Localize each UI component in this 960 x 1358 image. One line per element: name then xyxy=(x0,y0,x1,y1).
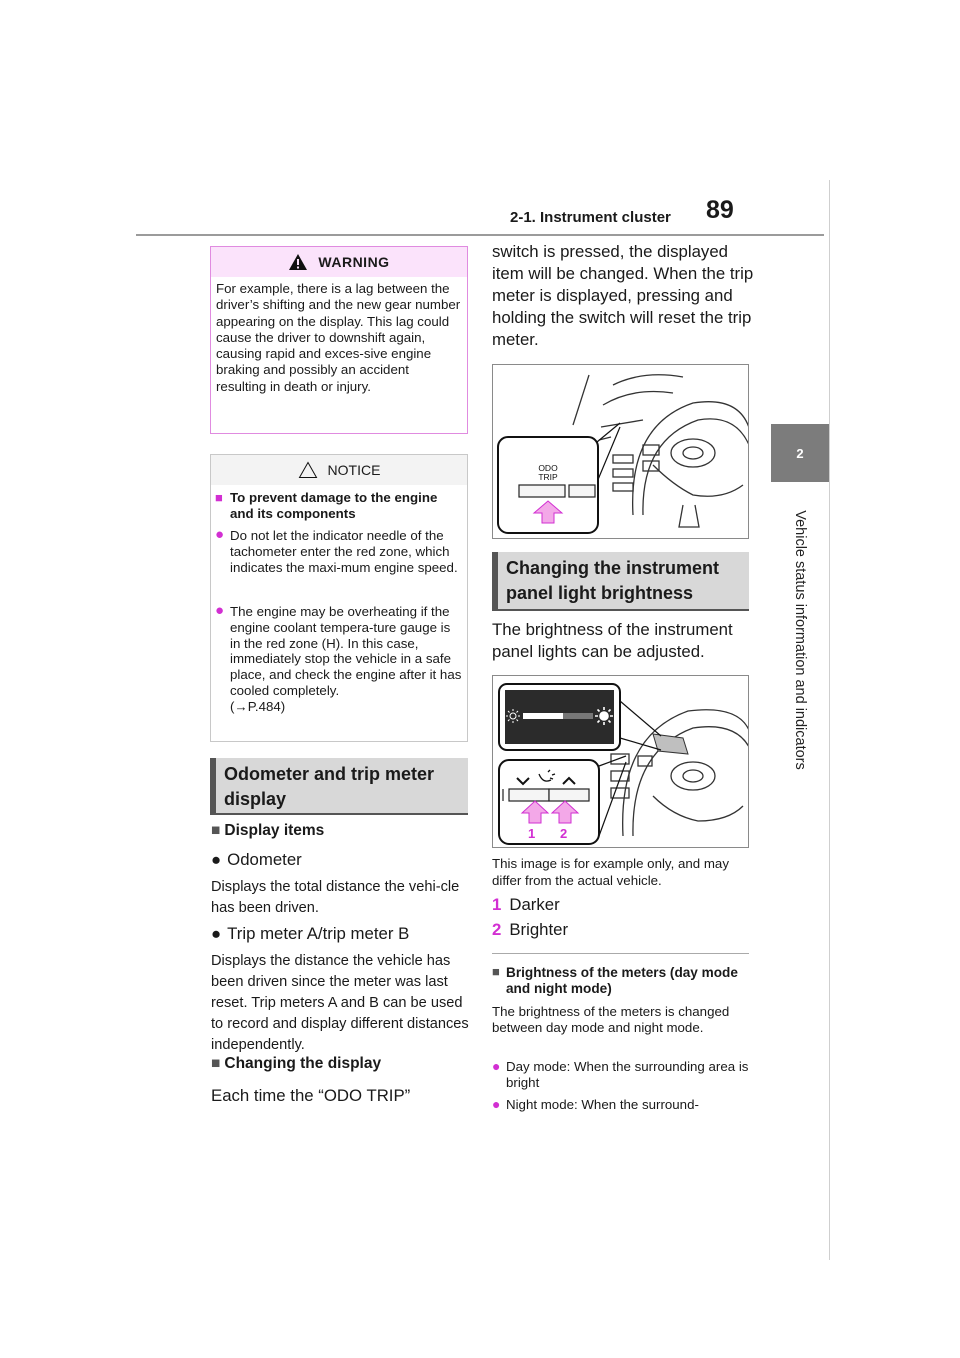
warning-text: For example, there is a lag between the driver’s shifting and the new gear number appearing on the display. This lag could cause the driver to downshift again, causing rapid and exces-sive engine braking and possibly an accident resulting in death or injury. xyxy=(216,281,461,394)
section-heading-odometer: Odometer and trip meter display xyxy=(210,758,468,815)
item-odometer: ● Odometer xyxy=(211,850,302,869)
odometer-description: Displays the total distance the vehi-cle has been driven. xyxy=(211,879,460,916)
callout-1: 1 xyxy=(528,826,536,841)
notice-bullet-1-dot: ● xyxy=(215,526,225,543)
meters-description: The brightness of the meters is changed between day mode and night mode. xyxy=(492,1004,730,1035)
figure-odo-trip-switch xyxy=(492,364,749,539)
item-trip-meter: ● Trip meter A/trip meter B xyxy=(211,924,410,943)
header-rule xyxy=(136,234,824,236)
notice-square-bullet: ■ xyxy=(215,490,223,505)
trip-label: TRIP xyxy=(538,472,558,482)
day-mode-text: Day mode: When the surrounding area is bright xyxy=(506,1059,749,1090)
dashboard-illustration-2 xyxy=(493,676,748,847)
notice-item-1: Do not let the indicator needle of the tachometer enter the red zone, which indicates the maxi-mum engine speed. xyxy=(230,528,458,575)
odo-label: ODO xyxy=(538,463,558,473)
subheading-changing-display: ■ Changing the display xyxy=(211,1055,382,1072)
notice-box xyxy=(210,454,468,742)
chapter-tab: 2 xyxy=(771,424,829,482)
changing-display-text-cont: switch is pressed, the displayed item will be changed. When the trip meter is displayed, pressing and holding the switch will reset the trip meter. xyxy=(492,242,754,349)
section-divider xyxy=(492,953,749,954)
brightness-intro: The brightness of the instrument panel lights can be adjusted. xyxy=(492,620,733,661)
figure-brightness-switch xyxy=(492,675,749,848)
night-mode-text: Night mode: When the surround- xyxy=(506,1097,699,1112)
figure-caption: This image is for example only, and may differ from the actual vehicle. xyxy=(492,856,729,888)
notice-triangle-icon xyxy=(298,461,318,479)
mode-bullet-2: ● xyxy=(492,1096,501,1112)
notice-subhead: To prevent damage to the engine and its components xyxy=(230,490,438,521)
chapter-title-vertical: Vehicle status information and indicators xyxy=(792,510,808,770)
side-tab-rule xyxy=(829,180,830,1260)
step-1: 1 Darker xyxy=(492,895,560,914)
step-2: 2 Brighter xyxy=(492,920,569,939)
meters-heading: Brightness of the meters (day mode and night mode) xyxy=(506,965,738,996)
warning-box xyxy=(210,246,468,434)
dashboard-illustration-1 xyxy=(493,365,748,538)
warning-header xyxy=(211,247,467,277)
meters-heading-square: ■ xyxy=(492,964,500,979)
changing-display-text-start: Each time the “ODO TRIP” xyxy=(211,1086,411,1105)
notice-item-2: The engine may be overheating if the engine coolant tempera-ture gauge is in the red zone (H). In this case, immediately stop the vehicle in a safe place, and check the engine after it has cooled completely. xyxy=(230,604,462,698)
notice-header xyxy=(211,455,467,485)
mode-bullet-1: ● xyxy=(492,1058,501,1074)
section-heading-brightness: Changing the instrument panel light brightness xyxy=(492,552,749,611)
warning-title: WARNING xyxy=(318,254,390,270)
page-number: 89 xyxy=(706,196,734,224)
subheading-display-items: ■ Display items xyxy=(211,822,325,839)
callout-2: 2 xyxy=(560,826,568,841)
trip-meter-description: Displays the distance the vehicle has been driven since the meter was last reset. Trip meters A and B can be used to record and display different distances independently. xyxy=(211,953,469,1053)
running-header: 2-1. Instrument cluster xyxy=(510,209,671,226)
warning-triangle-icon xyxy=(288,253,308,271)
bright-sun-icon xyxy=(595,707,613,725)
notice-page-ref[interactable]: (→P.484) xyxy=(230,699,286,714)
notice-title: NOTICE xyxy=(327,462,381,478)
notice-bullet-2-dot: ● xyxy=(215,602,225,619)
